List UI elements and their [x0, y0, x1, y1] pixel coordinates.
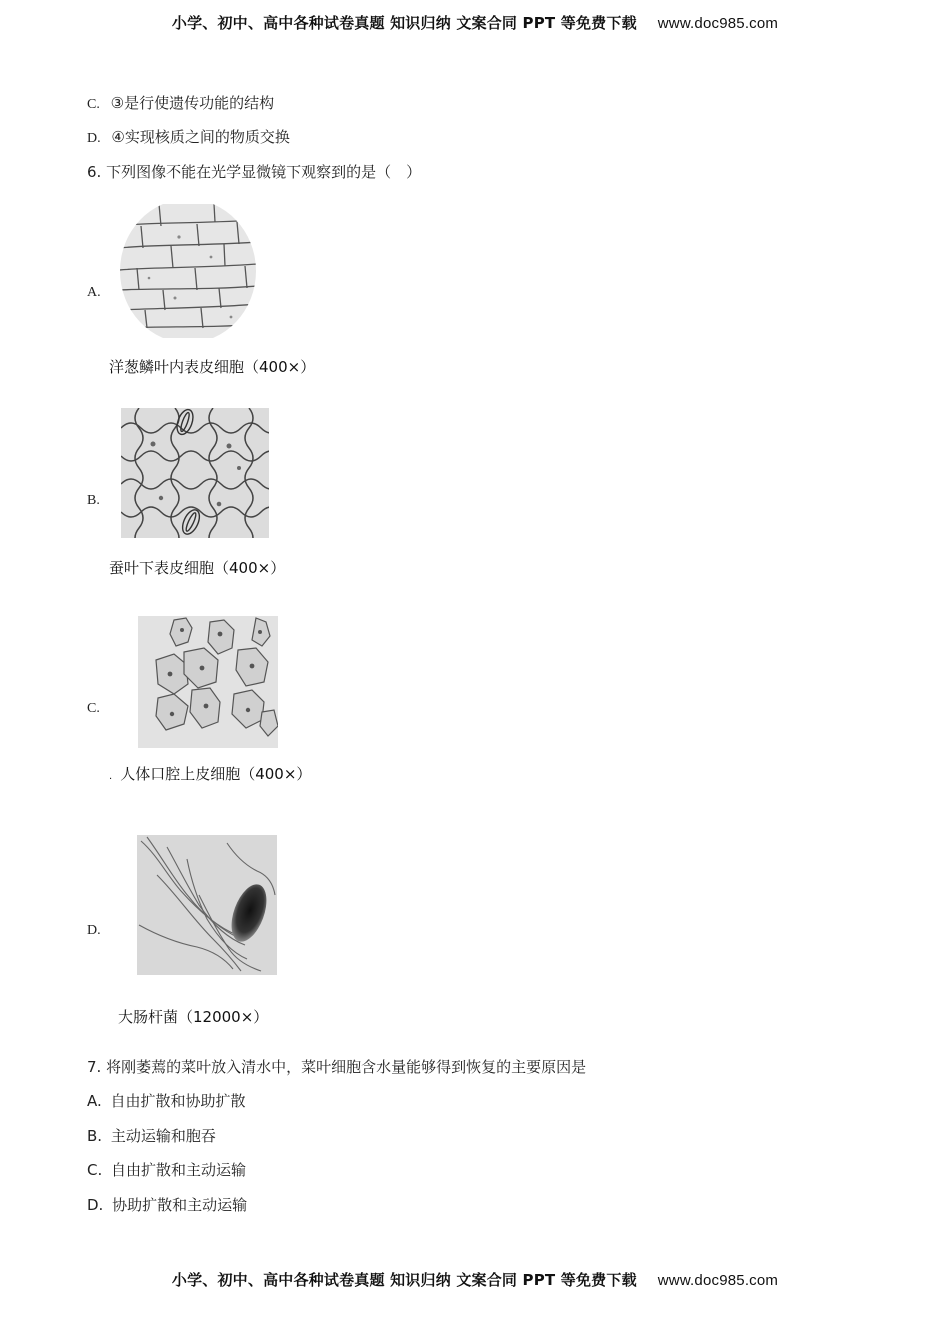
caption-text: 人体口腔上皮细胞（400×） [120, 765, 312, 783]
prev-option-c [87, 92, 274, 113]
q6-option-d-caption: 大肠杆菌（12000×） [118, 1008, 269, 1026]
broad-bean-leaf-epidermis-micrograph [121, 408, 269, 538]
q7-option-d [87, 1194, 247, 1215]
q7-option-c [87, 1159, 246, 1180]
page-header [0, 12, 950, 33]
option-label: D. [87, 131, 101, 146]
question-6-stem: 6. 下列图像不能在光学显微镜下观察到的是（ ） [87, 163, 422, 181]
q7-option-b [87, 1125, 216, 1146]
q6-option-b-caption: 蚕叶下表皮细胞（400×） [109, 559, 286, 577]
header-banner-text: 小学、初中、高中各种试卷真题 知识归纳 文案合同 PPT 等免费下载 [171, 14, 637, 32]
option-text: ④实现核质之间的物质交换 [111, 128, 290, 146]
option-text: 自由扩散和主动运输 [111, 1161, 247, 1179]
option-text: 自由扩散和协助扩散 [110, 1092, 246, 1110]
option-text: 主动运输和胞吞 [110, 1127, 216, 1145]
q6-option-a-caption: 洋葱鳞叶内表皮细胞（400×） [109, 358, 316, 376]
onion-epidermis-micrograph [119, 204, 257, 338]
option-label: C. [87, 1161, 103, 1179]
prev-option-d [87, 126, 290, 147]
oral-epithelium-micrograph [138, 616, 278, 748]
question-7-stem: 7. 将刚萎蔫的菜叶放入清水中，菜叶细胞含水量能够得到恢复的主要原因是 [87, 1058, 587, 1076]
option-text: ③是行使遗传功能的结构 [110, 94, 275, 112]
footer-banner-url[interactable]: www.doc985.com [657, 1272, 779, 1289]
option-label: D. [87, 1196, 104, 1214]
option-label: B. [87, 1127, 103, 1145]
option-label: C. [87, 97, 100, 112]
q6-option-c-label: C. [87, 701, 100, 716]
q6-option-b-label: B. [87, 493, 100, 508]
q6-option-c-caption [109, 763, 311, 784]
option-text: 协助扩散和主动运输 [112, 1196, 248, 1214]
e-coli-electron-micrograph [137, 835, 277, 975]
q6-option-d-label: D. [87, 923, 101, 938]
page-footer [0, 1269, 950, 1290]
footer-banner-text: 小学、初中、高中各种试卷真题 知识归纳 文案合同 PPT 等免费下载 [171, 1271, 637, 1289]
header-banner-url[interactable]: www.doc985.com [657, 15, 779, 32]
q7-option-a [87, 1090, 246, 1111]
option-label: A. [87, 1092, 102, 1110]
stray-dot: . [109, 771, 113, 782]
q6-option-a-label: A. [87, 285, 101, 300]
